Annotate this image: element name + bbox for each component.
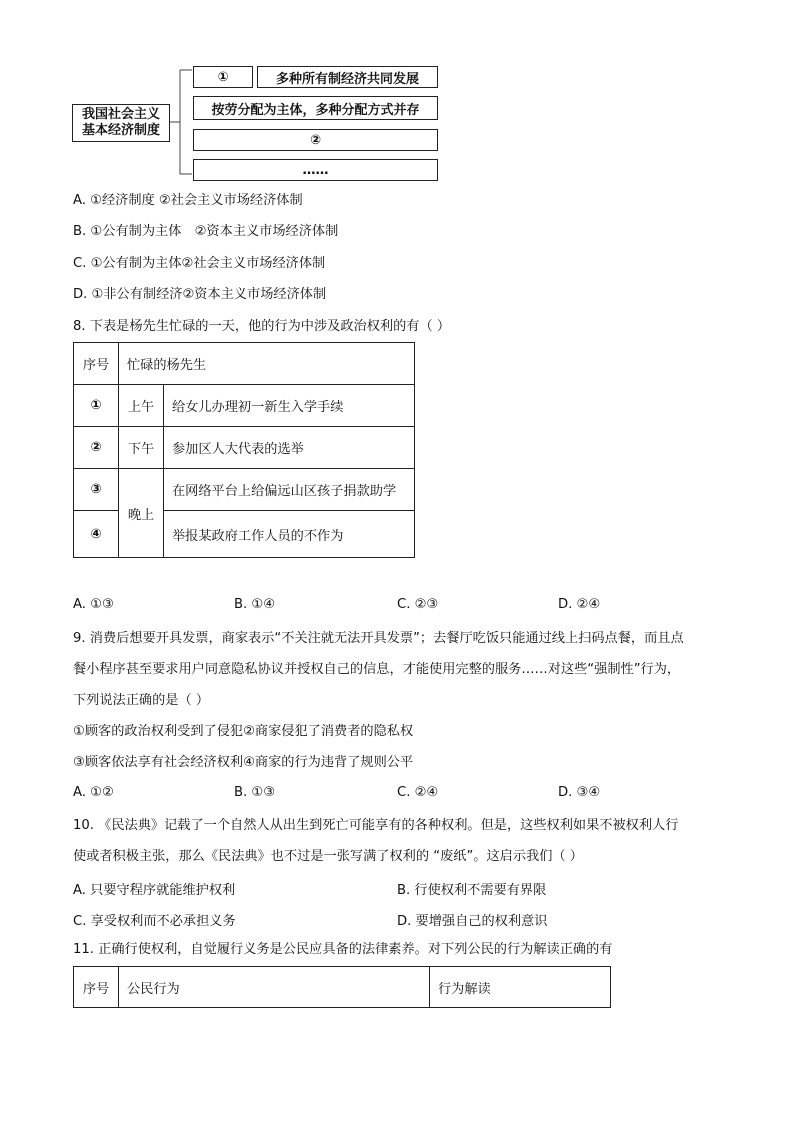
q11-header-action: 公民行为: [119, 967, 430, 1008]
q7-row4-box: [193, 159, 438, 181]
q7-root-label-line2: 基本经济制度: [81, 123, 160, 138]
q10-option-a: A. 只要守程序就能维护权利: [73, 883, 236, 898]
q7-blank-2-box: [193, 129, 438, 151]
q9-option-d: D. ③④: [558, 785, 601, 800]
q8-row3-no: ③: [74, 469, 119, 511]
q8-row1-act: 给女儿办理初一新生入学手续: [164, 385, 415, 427]
q11-header-no: 序号: [74, 967, 119, 1008]
q8-row4-act: 举报某政府工作人员的不作为: [164, 511, 415, 558]
q11-header-interpretation: 行为解读: [430, 967, 611, 1008]
q10-line2: 使或者积极主张，那么《民法典》也不过是一张写满了权利的 “废纸”。这启示我们（ ）: [73, 849, 583, 864]
q7-option-a: A. ①经济制度 ②社会主义市场经济体制: [73, 193, 303, 208]
table-row: [74, 385, 415, 427]
q7-row1-box: [257, 66, 438, 88]
q7-row1-text: 多种所有制经济共同发展: [275, 71, 419, 87]
q7-bracket: [170, 64, 194, 180]
table-row: [74, 427, 415, 469]
q9-statement-1: ①顾客的政治权利受到了侵犯②商家侵犯了消费者的隐私权: [73, 724, 414, 739]
q8-row3-time: 晚上: [119, 469, 164, 558]
q7-root-box: [72, 104, 170, 142]
q8-table: [73, 342, 415, 558]
q11-stem: 11. 正确行使权利，自觉履行义务是公民应具备的法律素养。对下列公民的行为解读正确的有: [73, 942, 613, 957]
table-row: [74, 343, 415, 385]
q8-row3-act: 在网络平台上给偏远山区孩子捐款助学: [164, 469, 415, 511]
q9-line3: 下列说法正确的是（ ）: [73, 693, 210, 708]
q8-option-b: B. ①④: [234, 597, 276, 612]
q10-option-b: B. 行使权利不需要有界限: [397, 883, 547, 898]
q8-stem: 8. 下表是杨先生忙碌的一天，他的行为中涉及政治权利的有（ ）: [73, 319, 451, 334]
q7-row2-box: [193, 96, 438, 120]
q9-option-b: B. ①③: [234, 785, 276, 800]
q8-row2-no: ②: [74, 427, 119, 469]
q8-row1-time: 上午: [119, 385, 164, 427]
q7-row4-text: ……: [302, 162, 329, 178]
q8-header-no: 序号: [74, 343, 119, 385]
q9-line2: 餐小程序甚至要求用户同意隐私协议并授权自己的信息，才能使用完整的服务……对这些“强制性”行为，: [73, 662, 681, 677]
table-row: [74, 469, 415, 511]
q8-option-d: D. ②④: [558, 597, 601, 612]
q7-option-d: D. ①非公有制经济②资本主义市场经济体制: [73, 287, 327, 302]
q9-line1: 9. 消费后想要开具发票，商家表示“不关注就无法开具发票”；去餐厅吃饭只能通过线上扫码点餐，而且点: [73, 631, 684, 646]
q7-blank-1: ①: [217, 69, 229, 85]
q10-line1: 10. 《民法典》记载了一个自然人从出生到死亡可能享有的各种权利。但是，这些权利如果不被权利人行: [73, 818, 679, 833]
table-row: [74, 967, 611, 1008]
q8-row1-no: ①: [74, 385, 119, 427]
q8-option-a: A. ①③: [73, 597, 114, 612]
q10-option-d: D. 要增强自己的权利意识: [397, 914, 548, 929]
q8-row4-no: ④: [74, 511, 119, 558]
q8-row2-act: 参加区人大代表的选举: [164, 427, 415, 469]
q7-root-label-line1: 我国社会主义: [81, 107, 160, 122]
q7-row2-text: 按劳分配为主体，多种分配方式并存: [211, 102, 420, 118]
q9-option-c: C. ②④: [397, 785, 439, 800]
q8-row2-time: 下午: [119, 427, 164, 469]
q9-statement-2: ③顾客依法享有社会经济权利④商家的行为违背了规则公平: [73, 755, 414, 770]
q7-blank-2: ②: [309, 132, 321, 148]
q7-option-b: B. ①公有制为主体 ②资本主义市场经济体制: [73, 224, 339, 239]
q7-option-c: C. ①公有制为主体②社会主义市场经济体制: [73, 256, 326, 271]
q9-option-a: A. ①②: [73, 785, 114, 800]
q10-option-c: C. 享受权利而不必承担义务: [73, 914, 236, 929]
q11-table: [73, 966, 611, 1008]
q8-option-c: C. ②③: [397, 597, 439, 612]
q8-header-title: 忙碌的杨先生: [119, 343, 415, 385]
q7-blank-1-box: [193, 66, 253, 88]
